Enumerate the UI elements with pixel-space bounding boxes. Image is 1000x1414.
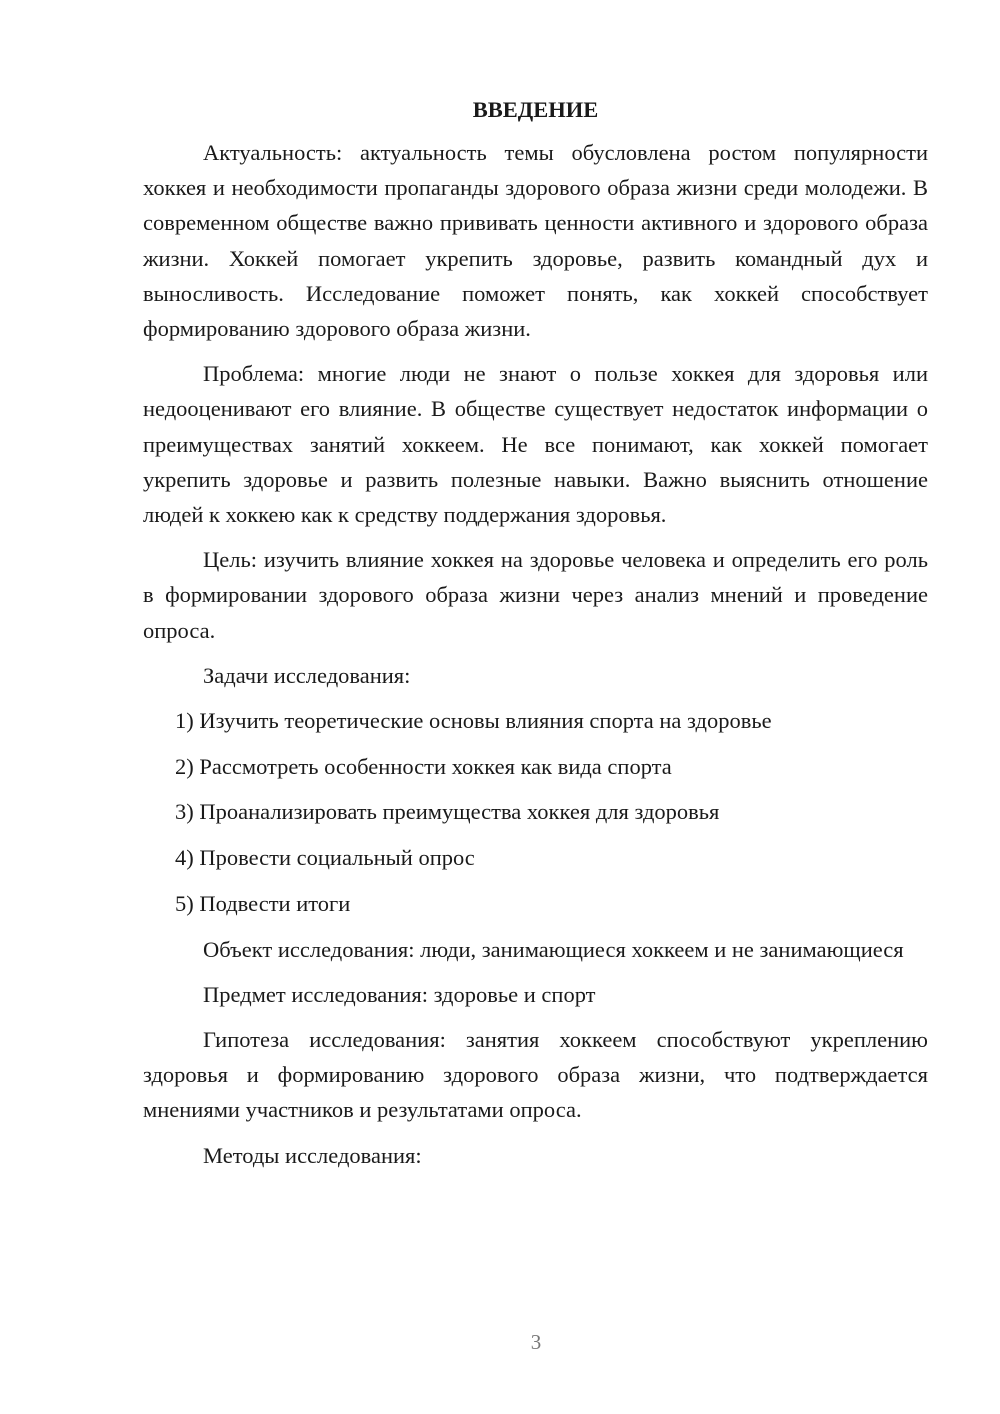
list-item: 4) Провести социальный опрос xyxy=(175,845,475,871)
list-item: 1) Изучить теоретические основы влияния спорта на здоровье xyxy=(175,708,772,734)
list-item: 2) Рассмотреть особенности хоккея как вида спорта xyxy=(175,753,672,779)
paragraph-methods: Методы исследования: xyxy=(203,1142,422,1168)
paragraph-subject: Предмет исследования: здоровье и спорт xyxy=(203,981,596,1007)
section-title: ВВЕДЕНИЕ xyxy=(472,97,599,122)
paragraph-problem: Проблема: многие люди не знают о пользе хоккея для здоровья или недооценивают его влияние. В обществе существует недостаток информации о преимуществах занятий хоккеем. Не все понимают, как хоккей помогает укрепить здоровье и развить полезные навыки. Важно выяснить отношение людей к хоккею как к средству поддержания здоровья. xyxy=(143,361,928,528)
list-item: 3) Проанализировать преимущества хоккея для здоровья xyxy=(175,799,720,825)
list-item: 5) Подвести итоги xyxy=(175,890,351,916)
paragraph-tasks-heading: Задачи исследования: xyxy=(203,662,411,688)
tasks-list xyxy=(143,703,928,921)
paragraph-relevance: Актуальность: актуальность темы обусловлена ростом популярности хоккея и необходимости пропаганды здорового образа жизни среди молодежи. В современном обществе важно прививать ценности активного и здорового образа жизни. Хоккей помогает укрепить здоровье, развить командный дух и выносливость. Исследование поможет понять, как хоккей способствует формированию здорового образа жизни. xyxy=(143,140,928,342)
paragraph-goal: Цель: изучить влияние хоккея на здоровье человека и определить его роль в формировании здорового образа жизни через анализ мнений и проведение опроса. xyxy=(143,547,928,643)
page-number: 3 xyxy=(530,1330,542,1354)
paragraph-hypothesis: Гипотеза исследования: занятия хоккеем способствуют укреплению здоровья и формированию здорового образа жизни, что подтверждается мнениями участников и результатами опроса. xyxy=(143,1026,928,1123)
document-page xyxy=(143,92,928,1183)
paragraph-object: Объект исследования: люди, занимающиеся хоккеем и не занимающиеся xyxy=(203,936,904,962)
